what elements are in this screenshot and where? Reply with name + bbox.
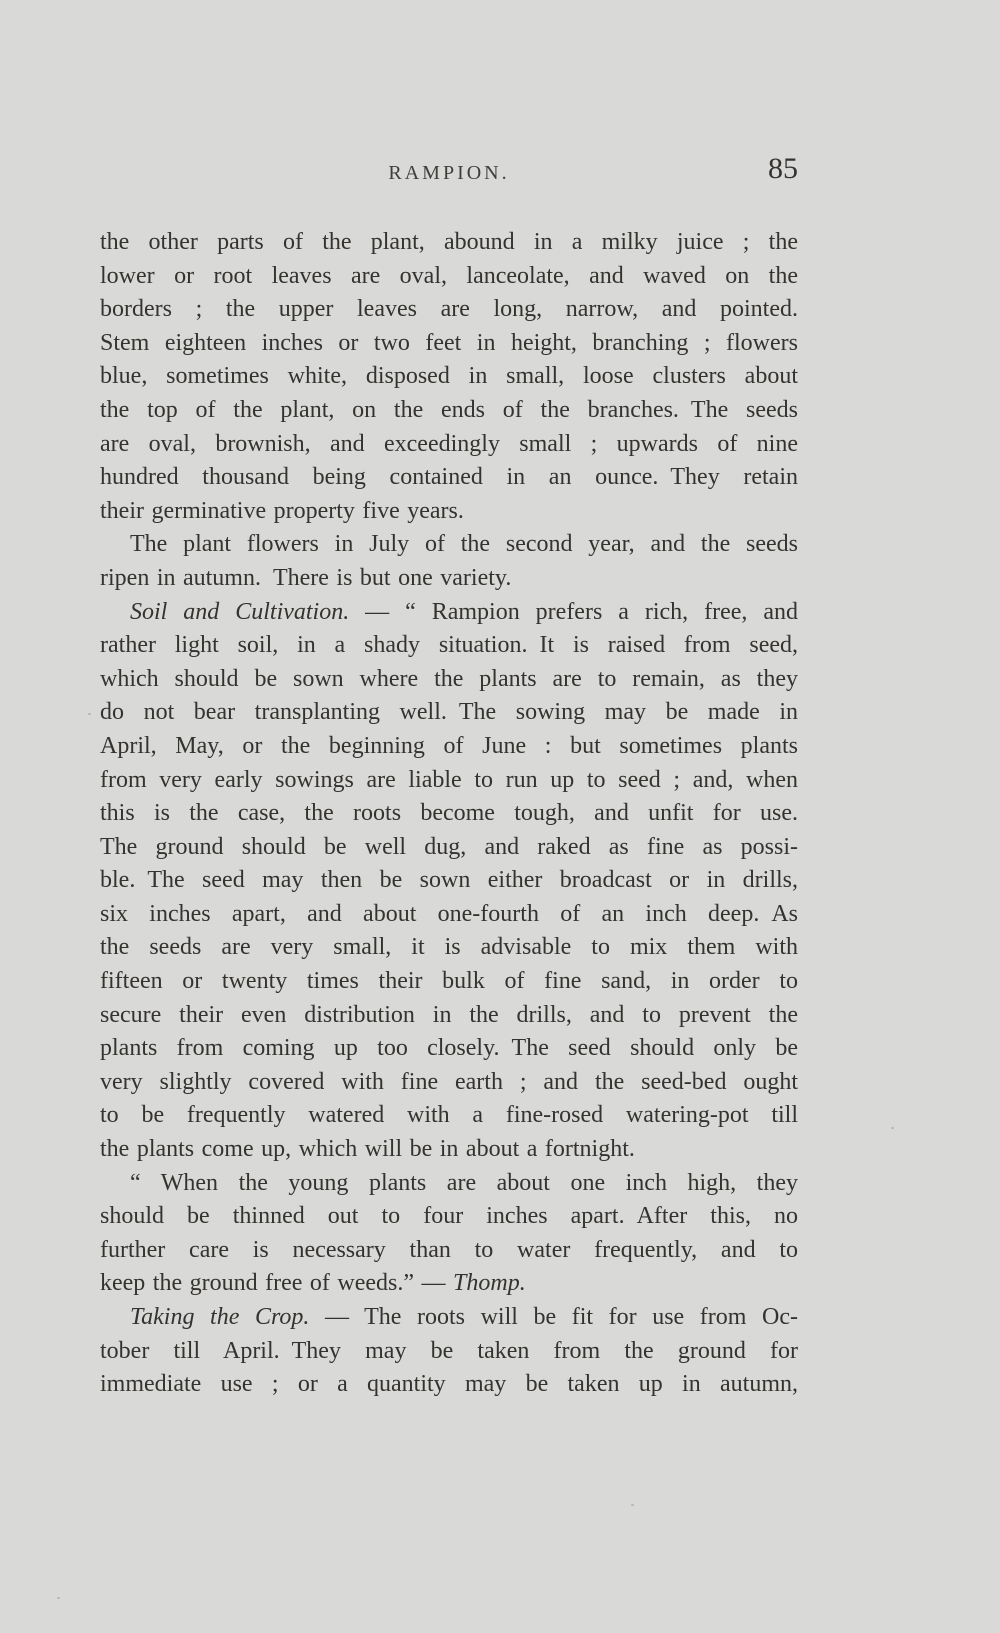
text-line	[100, 831, 798, 865]
text-segment: the top of the plant, on the ends of the branches. The seeds	[100, 396, 798, 423]
text-line	[100, 1335, 798, 1369]
text-line	[100, 226, 798, 260]
text-segment: hundred thousand being contained in an ounce. They retain	[100, 464, 798, 491]
text-line	[100, 1133, 798, 1167]
text-segment: — “ Rampion prefers a rich, free, and	[349, 598, 798, 625]
text-segment: April, May, or the beginning of June : but sometimes plants	[100, 732, 798, 759]
text-segment: very slightly covered with fine earth ; and the seed-bed ought	[100, 1068, 798, 1095]
text-line	[100, 965, 798, 999]
text-line	[100, 1167, 798, 1201]
text-segment: should be thinned out to four inches apart. After this, no	[100, 1203, 798, 1230]
text-segment: which should be sown where the plants are to remain, as they	[100, 665, 798, 692]
scan-speck	[891, 1127, 894, 1129]
text-line	[100, 327, 798, 361]
text-segment: lower or root leaves are oval, lanceolate, and waved on the	[100, 262, 798, 289]
text-line	[100, 528, 798, 562]
text-segment: borders ; the upper leaves are long, narrow, and pointed.	[100, 296, 798, 323]
text-line	[100, 394, 798, 428]
text-line	[100, 260, 798, 294]
text-line	[100, 1234, 798, 1268]
text-segment: to be frequently watered with a fine-rosed watering-pot till	[100, 1102, 798, 1129]
text-line	[100, 1066, 798, 1100]
text-segment: keep the ground free of weeds.” —	[100, 1270, 454, 1297]
text-line	[100, 864, 798, 898]
italic-text-segment: Thomp.	[453, 1270, 526, 1297]
text-line	[100, 1099, 798, 1133]
text-line	[100, 898, 798, 932]
text-line	[100, 764, 798, 798]
text-line	[100, 696, 798, 730]
text-segment: secure their even distribution in the drills, and to prevent the	[100, 1001, 798, 1028]
text-line	[100, 797, 798, 831]
text-line	[100, 1032, 798, 1066]
text-segment: do not bear transplanting well. The sowing may be made in	[100, 699, 798, 726]
text-line	[100, 1301, 798, 1335]
text-line	[100, 495, 798, 529]
page-header	[100, 152, 798, 192]
text-line	[100, 1200, 798, 1234]
text-segment: plants from coming up too closely. The seed should only be	[100, 1035, 798, 1062]
text-segment: the plants come up, which will be in about a fortnight.	[100, 1136, 635, 1163]
text-segment: the other parts of the plant, abound in a milky juice ; the	[100, 229, 798, 255]
text-segment: The plant flowers in July of the second year, and the seeds	[130, 531, 798, 558]
text-segment: rather light soil, in a shady situation. It is raised from seed,	[100, 632, 798, 659]
text-line	[100, 999, 798, 1033]
text-line	[100, 931, 798, 965]
text-segment: — The roots will be fit for use from Oc-	[309, 1304, 798, 1330]
text-line	[100, 730, 798, 764]
text-segment: tober till April. They may be taken from the ground for	[100, 1337, 798, 1364]
text-line	[100, 596, 798, 630]
text-segment: ripen in autumn. There is but one variety.	[100, 564, 512, 591]
text-line	[100, 293, 798, 327]
text-line	[100, 360, 798, 394]
italic-text-segment: Taking the Crop.	[130, 1304, 310, 1330]
text-segment: the seeds are very small, it is advisable to mix them with	[100, 934, 798, 961]
text-segment: Stem eighteen inches or two feet in height, branching ; flowers	[100, 329, 798, 356]
running-head: RAMPION.	[388, 162, 510, 184]
text-segment: six inches apart, and about one-fourth of an inch deep. As	[100, 900, 798, 927]
scan-speck	[631, 1504, 634, 1506]
scan-speck	[57, 1597, 60, 1599]
text-line	[100, 562, 798, 596]
scan-speck	[88, 713, 91, 715]
text-block	[100, 226, 798, 1402]
text-segment: fifteen or twenty times their bulk of fine sand, in order to	[100, 968, 798, 995]
text-line	[100, 1267, 798, 1301]
text-segment: their germinative property five years.	[100, 497, 464, 524]
text-segment: “ When the young plants are about one inch high, they	[130, 1169, 798, 1196]
text-line	[100, 428, 798, 462]
page-number: 85	[768, 152, 798, 185]
text-segment: this is the case, the roots become tough, and unfit for use.	[100, 800, 798, 827]
text-segment: The ground should be well dug, and raked as fine as possi-	[100, 833, 798, 860]
italic-text-segment: Soil and Cultivation.	[130, 598, 350, 625]
text-segment: immediate use ; or a quantity may be taken up in autumn,	[100, 1371, 798, 1398]
text-line	[100, 461, 798, 495]
text-segment: blue, sometimes white, disposed in small, loose clusters about	[100, 363, 798, 390]
text-line	[100, 663, 798, 697]
text-segment: from very early sowings are liable to run up to seed ; and, when	[100, 766, 798, 793]
text-line	[100, 629, 798, 663]
text-line	[100, 1368, 798, 1402]
text-segment: are oval, brownish, and exceedingly small ; upwards of nine	[100, 430, 798, 457]
text-segment: ble. The seed may then be sown either broadcast or in drills,	[100, 867, 798, 894]
text-segment: further care is necessary than to water frequently, and to	[100, 1236, 798, 1263]
